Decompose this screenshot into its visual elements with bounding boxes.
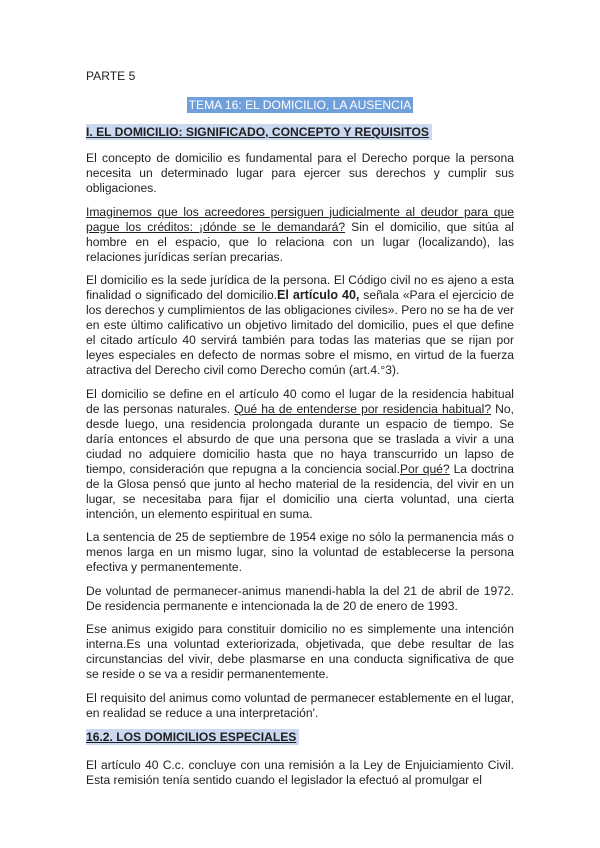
paragraph-text: El domicilio es la sede jurídica de la persona. El Código civil no es ajeno a esta finalidad o significado del domicilio. bbox=[86, 273, 514, 302]
section-heading-text: 16.2. LOS DOMICILIOS ESPECIALES bbox=[86, 729, 299, 745]
topic-title-highlight: TEMA 16: EL DOMICILIO, LA AUSENCIA bbox=[188, 98, 412, 112]
section-heading-text: I. EL DOMICILIO: SIGNIFICADO, CONCEPTO Y REQUISITOS bbox=[86, 124, 432, 140]
section-heading-domicilios-especiales bbox=[86, 730, 514, 745]
paragraph-text: No, desde luego, una residencia prolongada durante un espacio de tiempo. Se daría entonces el absurdo de que una persona que se traslada a vivir a una ciudad no adquiere domicilio hasta que no haya transcurrido un lapso de tiempo, consideración que repugna a la conciencia social. bbox=[86, 401, 514, 476]
paragraph-text: El requisito del animus como voluntad de permanecer establemente en el lugar, en realidad se reduce a una interpretación'. bbox=[86, 690, 514, 720]
paragraph-text: El domicilio se define en el artículo 40 como el lugar de la residencia habitual de las personas naturales. bbox=[86, 386, 514, 416]
paragraph-requisito-animus bbox=[86, 691, 514, 721]
paragraph-text: El concepto de domicilio es fundamental para el Derecho porque la persona necesita un determinado lugar para ejercer sus derechos y cumplir sus obligaciones. bbox=[86, 151, 514, 195]
paragraph-text: Sin el domicilio, que sitúa al hombre en el espacio, que lo relaciona con un lugar (localizando), las relaciones jurídicas serían precarias. bbox=[86, 219, 514, 264]
paragraph-text: De voluntad de permanecer-animus manendi-habla la del 21 de abril de 1972. De residencia permanente e intencionada la de 20 de enero de 1993. bbox=[86, 583, 514, 613]
paragraph-remision-lec bbox=[86, 758, 514, 788]
paragraph-concepto bbox=[86, 151, 514, 196]
underlined-question: Qué ha de entenderse por residencia habitual? bbox=[234, 401, 492, 416]
paragraph-sentencia-1954 bbox=[86, 530, 514, 575]
paragraph-text: señala «Para el ejercicio de los derechos y cumplimientos de las obligaciones civiles». Pero no se ha de ver en este último calificativo un objetivo limitado del domicilio, pues el que define el citado artículo 40 servirá también para todas las materias que se rijan por leyes especiales en defecto de normas sobre el mismo, en virtud de la fuerza atractiva del Derecho civil como Derecho común (art.4.°3). bbox=[86, 288, 515, 377]
underlined-question: Por qué? bbox=[399, 461, 450, 476]
topic-title bbox=[86, 98, 514, 113]
section-heading-domicilio bbox=[86, 125, 514, 140]
paragraph-animus-manendi bbox=[86, 584, 514, 614]
bold-article-reference: El artículo 40, bbox=[277, 288, 360, 302]
paragraph-acreedores bbox=[86, 205, 514, 265]
part-label: PARTE 5 bbox=[86, 69, 136, 83]
underlined-question: Imaginemos que los acreedores persiguen judicialmente al deudor para que pague los créditos: ¡dónde se le demandará? bbox=[86, 204, 514, 234]
paragraph-animus-exteriorizado bbox=[86, 622, 514, 682]
paragraph-sede-juridica bbox=[86, 273, 514, 378]
paragraph-text: La doctrina de la Glosa pensó que junto al hecho material de la residencia, del vivir en un lugar, se necesitaba para fijar el domicilio una cierta voluntad, una cierta intención, un elemento espiritual en suma. bbox=[86, 461, 514, 521]
paragraph-text: La sentencia de 25 de septiembre de 1954 exige no sólo la permanencia más o menos larga en un mismo lugar, sino la voluntad de establecerse la persona efectiva y permanentemente. bbox=[86, 530, 514, 574]
paragraph-text: Ese animus exigido para constituir domicilio no es simplemente una intención interna.Es una voluntad exteriorizada, objetivada, que debe resultar de las circunstancias del vivir, debe plasmarse en una conducta significativa de que se reside o se va a residir permanentemente. bbox=[86, 622, 514, 681]
paragraph-residencia-habitual bbox=[86, 387, 514, 522]
paragraph-text: El artículo 40 C.c. concluye con una remisión a la Ley de Enjuiciamiento Civil. Esta remisión tenía sentido cuando el legislador la efectuó al promulgar el bbox=[86, 757, 514, 787]
